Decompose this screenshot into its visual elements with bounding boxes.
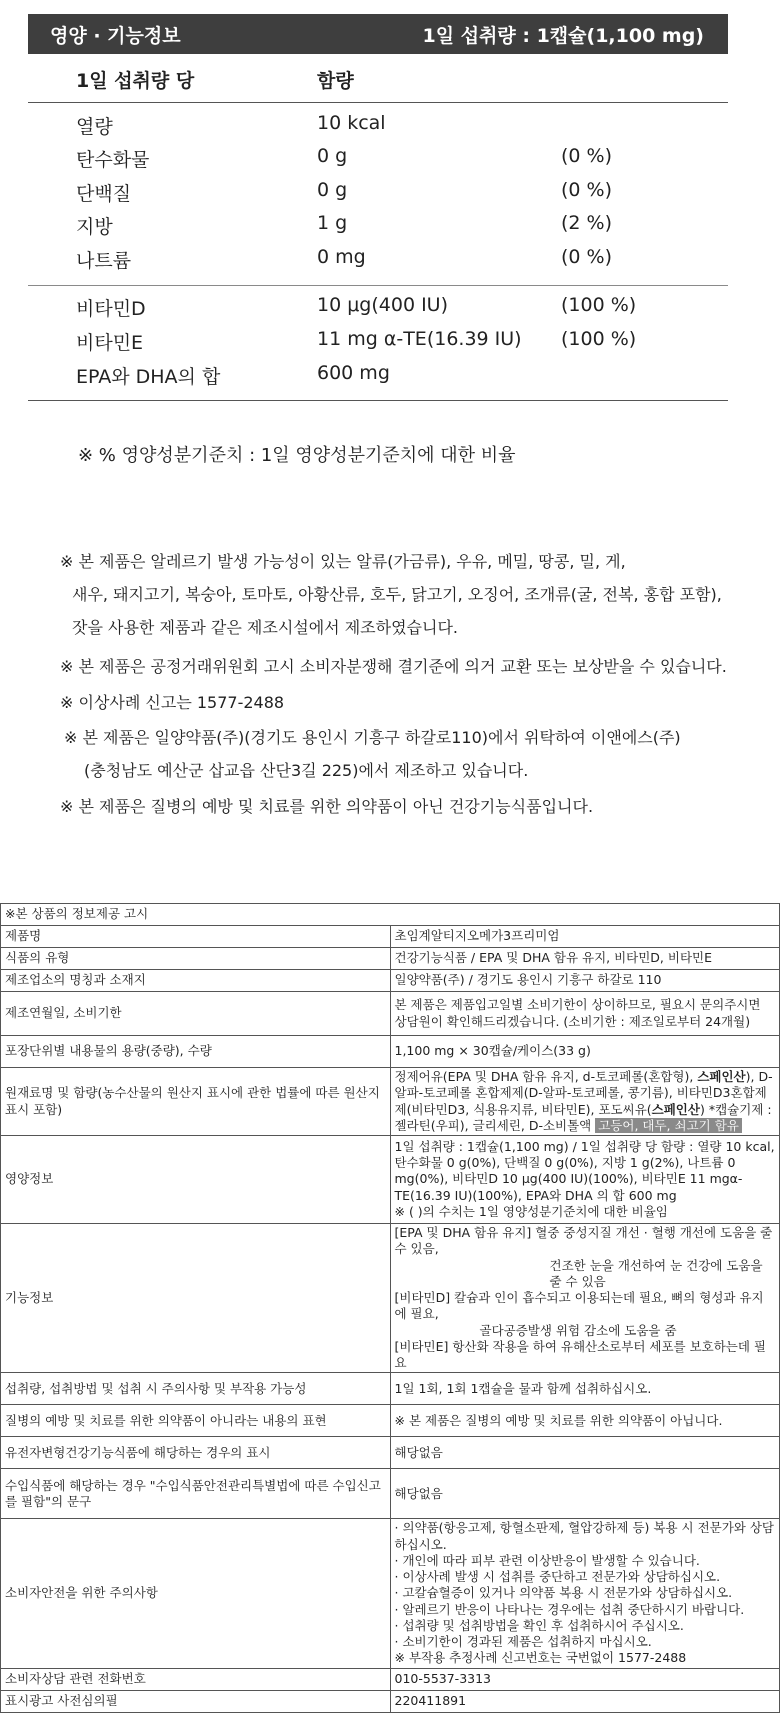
caution-line: ※ 부작용 추정사례 신고번호는 국번없이 1577-2488 bbox=[394, 1650, 687, 1666]
function-line: 건조한 눈을 개선하여 눈 건강에 도움을 줄 수 있음 bbox=[549, 1257, 763, 1289]
nutrient-percent: (0 %) bbox=[561, 179, 613, 201]
row-label: 수입식품에 해당하는 경우 "수입식품안전관리특별법에 따른 수입신고를 필함"의 문구 bbox=[1, 1469, 391, 1519]
nutrition-divider bbox=[28, 285, 728, 286]
caution-line: · 이상사례 발생 시 섭취를 중단하고 전문가와 상담하십시오. bbox=[394, 1569, 721, 1584]
nutrition-row bbox=[28, 208, 728, 242]
row-label: 소비자안전을 위한 주의사항 bbox=[1, 1519, 391, 1668]
table-row bbox=[1, 1405, 780, 1437]
function-line: 골다공증발생 위험 감소에 도움을 줌 bbox=[479, 1322, 677, 1338]
table-caption: ※본 상품의 정보제공 고시 bbox=[1, 904, 780, 926]
notice-line: ※ 본 제품은 질병의 예방 및 치료를 위한 의약품이 아닌 건강기능식품입니다. bbox=[60, 797, 594, 816]
table-row bbox=[1, 904, 780, 926]
table-row bbox=[1, 1373, 780, 1405]
row-label: 유전자변형건강기능식품에 해당하는 경우의 표시 bbox=[1, 1437, 391, 1469]
row-value: 010-5537-3313 bbox=[390, 1668, 780, 1690]
nutrition-info-text: 1일 섭취량 : 1캡슐(1,100 mg) / 1일 섭취량 당 함량 : 열량 10 kcal, 탄수화물 0 g(0%), 단백질 0 g(0%), 지방 1 g(2%), 나트륨 0 mg(0%), 비타민D 10 μg(400 IU)(100%), 비타민E 11 mgα-TE(16.39 IU)(100%), EPA와 DHA 의 합 600 mg bbox=[394, 1138, 775, 1203]
nutrient-name: 탄수화물 bbox=[76, 149, 150, 171]
table-row bbox=[1, 992, 780, 1036]
nutrition-row bbox=[28, 290, 728, 324]
row-value: 1일 1회, 1회 1캡슐을 물과 함께 섭취하십시오. bbox=[390, 1373, 780, 1405]
nutrition-row bbox=[28, 175, 728, 209]
row-label: 식품의 유형 bbox=[1, 948, 391, 970]
nutrient-amount: 0 mg bbox=[317, 246, 366, 268]
nutrient-percent: (0 %) bbox=[561, 145, 613, 167]
table-row bbox=[1, 1690, 780, 1712]
nutrient-amount: 10 kcal bbox=[317, 112, 386, 134]
function-line: [비타민E] 항산화 작용을 하여 유해산소로부터 세포를 보호하는데 필요 bbox=[394, 1338, 766, 1370]
function-line: [EPA 및 DHA 함유 유지] 혈중 중성지질 개선 · 혈행 개선에 도움을 줄 수 있음, bbox=[394, 1225, 773, 1257]
table-row bbox=[1, 948, 780, 970]
notice-line: ※ 본 제품은 공정거래위원회 고시 소비자분쟁해 결기준에 의거 교환 또는 보상받을 수 있습니다. bbox=[60, 657, 727, 676]
origin-spain: 스페인산 bbox=[697, 1069, 746, 1084]
row-value: 건강기능식품 / EPA 및 DHA 함유 유지, 비타민D, 비타민E bbox=[390, 948, 780, 970]
column-header-item: 1일 섭취량 당 bbox=[76, 70, 195, 92]
nutrition-header-title: 영양 · 기능정보 bbox=[50, 24, 181, 47]
row-label: 표시광고 사전심의필 bbox=[1, 1690, 391, 1712]
function-line: [비타민D] 칼슘과 인이 흡수되고 이용되는데 필요, 뼈의 형성과 유지에 필요, bbox=[394, 1290, 764, 1322]
function-info-value bbox=[390, 1224, 780, 1373]
row-label: 섭취량, 섭취방법 및 섭취 시 주의사항 및 부작용 가능성 bbox=[1, 1373, 391, 1405]
row-label: 제품명 bbox=[1, 926, 391, 948]
nutrient-name: 단백질 bbox=[76, 183, 132, 205]
row-value: 1,100 mg × 30캡슐/케이스(33 g) bbox=[390, 1036, 780, 1068]
row-label: 기능정보 bbox=[1, 1224, 391, 1373]
table-row bbox=[1, 1224, 780, 1373]
nutrition-footnote: ※ % 영양성분기준치 : 1일 영양성분기준치에 대한 비율 bbox=[78, 445, 516, 466]
row-value: 해당없음 bbox=[390, 1437, 780, 1469]
caution-line: · 섭취량 및 섭취방법을 확인 후 섭취하시어 주십시오. bbox=[394, 1617, 684, 1633]
row-label: 포장단위별 내용물의 용량(중량), 수량 bbox=[1, 1036, 391, 1068]
row-label: 소비자상담 관련 전화번호 bbox=[1, 1668, 391, 1690]
row-value: 220411891 bbox=[390, 1690, 780, 1712]
caution-line: · 개인에 따라 피부 관련 이상반응이 발생할 수 있습니다. bbox=[394, 1552, 700, 1568]
table-row bbox=[1, 1519, 780, 1668]
caution-line: · 의약품(항응고제, 항혈소판제, 혈압강하제 등) 복용 시 전문가와 상담하십시오. bbox=[394, 1520, 774, 1552]
notice-line: 새우, 돼지고기, 복숭아, 토마토, 아황산류, 호두, 닭고기, 오징어, 조개류(굴, 전복, 홍합 포함), bbox=[72, 585, 722, 604]
ingredients-text: ), D-알파-토코페롤 혼합제제(D-알파-토코페롤, 콩기름), 비타민D3혼합제제(비타민D3, 식용유지류, 비타민E), 포도씨유( bbox=[394, 1069, 773, 1117]
notice-line: ※ 본 제품은 알레르기 발생 가능성이 있는 알류(가금류), 우유, 메밀, 땅콩, 밀, 게, bbox=[60, 552, 626, 571]
nutrient-amount: 11 mg α-TE(16.39 IU) bbox=[317, 328, 522, 350]
table-row bbox=[1, 970, 780, 992]
row-label: 제조연월일, 소비기한 bbox=[1, 992, 391, 1036]
nutrient-name: 나트륨 bbox=[76, 250, 132, 272]
nutrient-amount: 600 mg bbox=[317, 362, 390, 384]
table-row bbox=[1, 1668, 780, 1690]
row-value: ※ 본 제품은 질병의 예방 및 치료를 위한 의약품이 아닙니다. bbox=[390, 1405, 780, 1437]
nutrition-row bbox=[28, 141, 728, 175]
caution-line: · 소비기한이 경과된 제품은 섭취하지 마십시오. bbox=[394, 1634, 652, 1649]
ingredients-text: ) *캡슐기제 : 젤라틴(우피), 글리세린, D-소비톨액 bbox=[394, 1101, 772, 1133]
nutrient-amount: 0 g bbox=[317, 179, 348, 201]
nutrition-info-value bbox=[390, 1136, 780, 1224]
nutrient-name: EPA와 DHA의 합 bbox=[76, 366, 221, 388]
row-label: 제조업소의 명칭과 소재지 bbox=[1, 970, 391, 992]
nutrient-percent: (100 %) bbox=[561, 328, 637, 350]
nutrient-percent: (0 %) bbox=[561, 246, 613, 268]
allergen-highlight: 고등어, 대두, 쇠고기 함유 bbox=[595, 1118, 742, 1133]
nutrient-amount: 10 μg(400 IU) bbox=[317, 294, 449, 316]
table-row bbox=[1, 926, 780, 948]
nutrient-amount: 0 g bbox=[317, 145, 348, 167]
nutrition-info-note: ※ ( )의 수치는 1일 영양성분기준치에 대한 비율임 bbox=[394, 1203, 668, 1219]
notice-line: ※ 본 제품은 일양약품(주)(경기도 용인시 기흥구 하갈로110)에서 위탁하여 이앤에스(주) bbox=[64, 728, 681, 747]
nutrition-row bbox=[28, 242, 728, 276]
column-header-amount: 함량 bbox=[317, 70, 354, 92]
row-value: 본 제품은 제품입고일별 소비기한이 상이하므로, 필요시 문의주시면 상담원이 확인해드리겠습니다. (소비기한 : 제조일로부터 24개월) bbox=[390, 992, 780, 1036]
caution-list bbox=[390, 1519, 780, 1668]
nutrient-name: 비타민E bbox=[76, 332, 144, 354]
nutrition-row bbox=[28, 324, 728, 358]
product-info-table bbox=[0, 903, 780, 1713]
row-value: 일양약품(주) / 경기도 용인시 기흥구 하갈로 110 bbox=[390, 970, 780, 992]
table-row bbox=[1, 1469, 780, 1519]
row-value: 초임계알티지오메가3프리미엄 bbox=[390, 926, 780, 948]
nutrient-percent: (2 %) bbox=[561, 212, 613, 234]
caution-line: · 알레르기 반응이 나타나는 경우에는 섭취 중단하시기 바랍니다. bbox=[394, 1601, 745, 1617]
nutrition-header bbox=[28, 14, 728, 54]
row-label: 질병의 예방 및 치료를 위한 의약품이 아니라는 내용의 표현 bbox=[1, 1405, 391, 1437]
nutrient-name: 비타민D bbox=[76, 298, 146, 320]
row-value: 해당없음 bbox=[390, 1469, 780, 1519]
row-label: 영양정보 bbox=[1, 1136, 391, 1224]
table-row bbox=[1, 1036, 780, 1068]
table-row bbox=[1, 1068, 780, 1136]
nutrition-bottom-border bbox=[28, 400, 728, 401]
caution-line: · 고칼슘혈증이 있거나 의약품 복용 시 전문가와 상담하십시오. bbox=[394, 1585, 733, 1601]
nutrient-name: 열량 bbox=[76, 116, 113, 138]
nutrition-column-headers bbox=[28, 56, 728, 103]
notice-line: ※ 이상사례 신고는 1577-2488 bbox=[60, 693, 285, 712]
nutrient-amount: 1 g bbox=[317, 212, 348, 234]
ingredients-text: 정제어유(EPA 및 DHA 함유 유지, d-토코페롤(혼합형), bbox=[394, 1069, 698, 1084]
ingredients-value bbox=[390, 1068, 780, 1136]
row-label: 원재료명 및 함량(농수산물의 원산지 표시에 관한 법률에 따른 원산지 표시 포함) bbox=[1, 1068, 391, 1136]
table-row bbox=[1, 1136, 780, 1224]
origin-spain: 스페인산 bbox=[651, 1101, 700, 1117]
nutrient-percent: (100 %) bbox=[561, 294, 637, 316]
notice-line: 잣을 사용한 제품과 같은 제조시설에서 제조하였습니다. bbox=[72, 618, 459, 637]
nutrition-row bbox=[28, 108, 728, 142]
nutrition-header-serving: 1일 섭취량 : 1캡슐(1,100 mg) bbox=[422, 24, 704, 47]
nutrient-name: 지방 bbox=[76, 216, 113, 238]
table-row bbox=[1, 1437, 780, 1469]
notice-line: (충청남도 예산군 삽교읍 산단3길 225)에서 제조하고 있습니다. bbox=[84, 761, 529, 780]
nutrition-row bbox=[28, 358, 728, 392]
